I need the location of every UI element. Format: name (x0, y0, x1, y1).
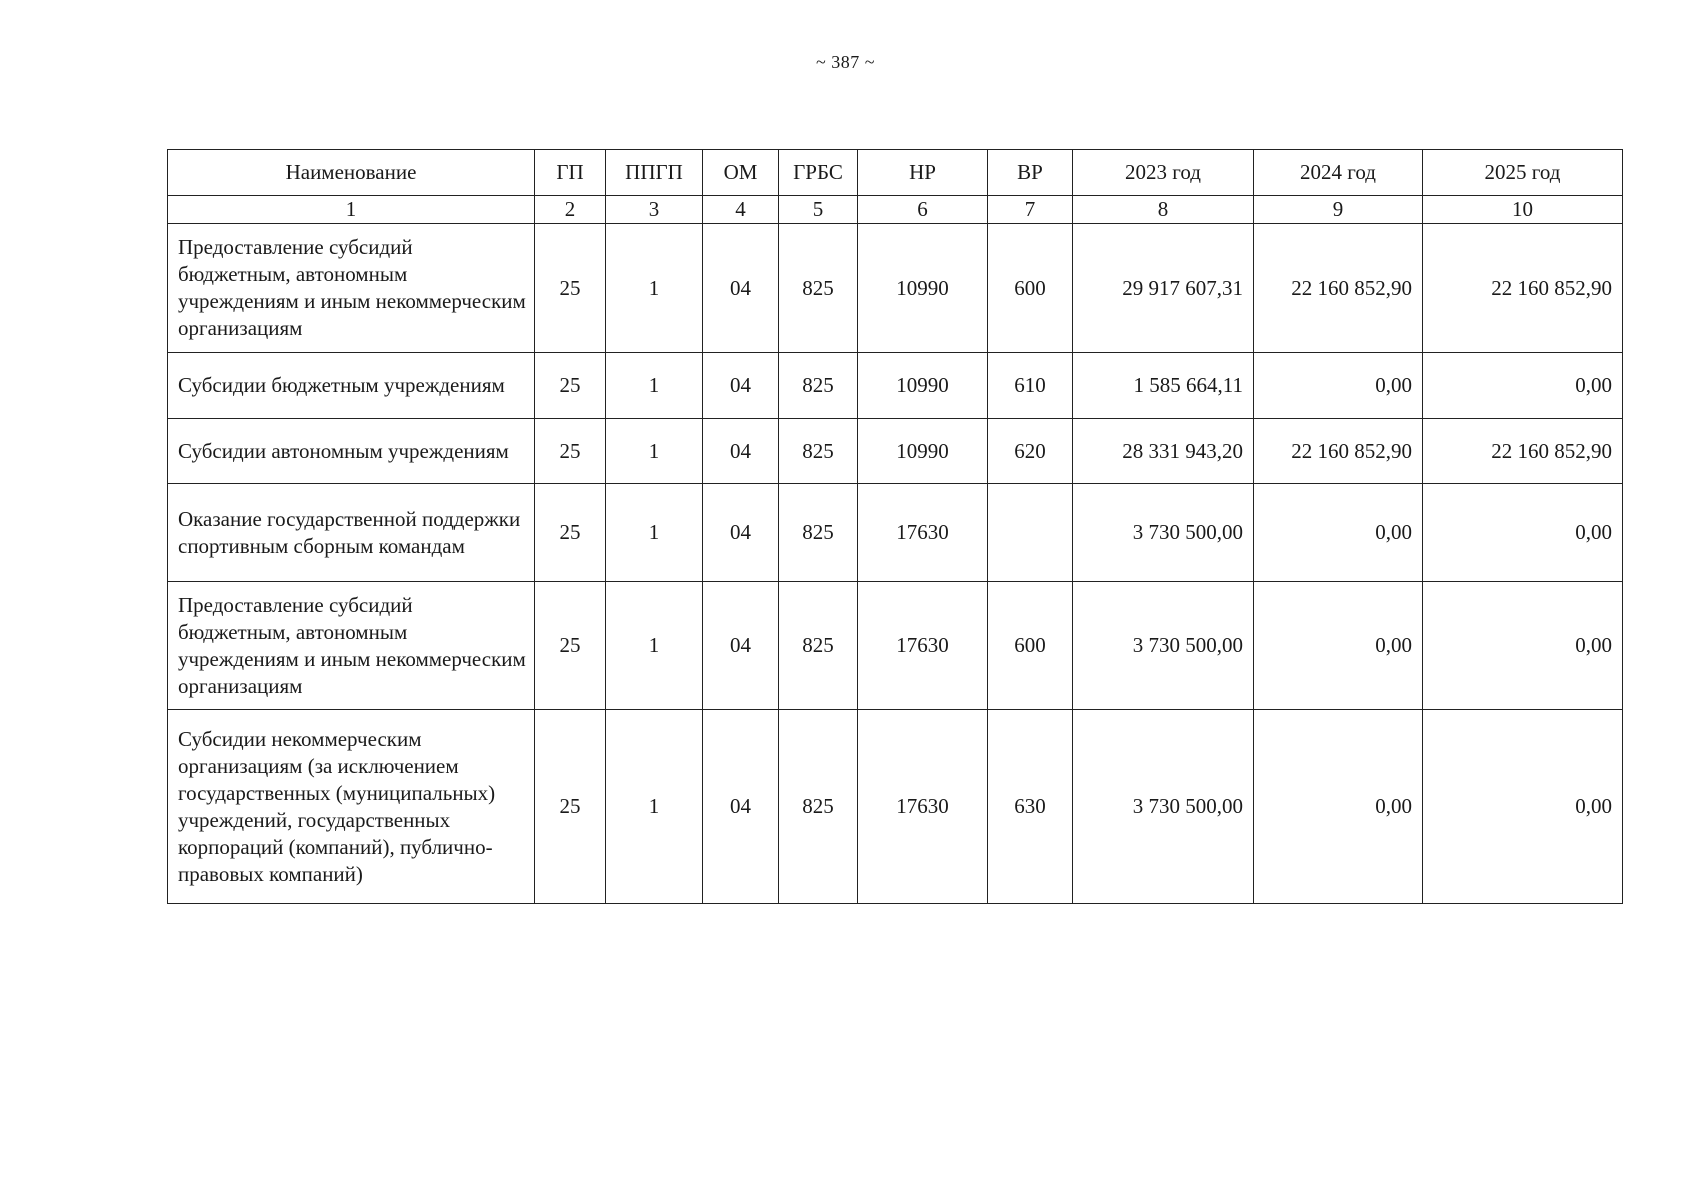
header-ppgp: ППГП (606, 150, 703, 196)
row-ppgp: 1 (606, 419, 703, 484)
column-number: 4 (703, 196, 779, 224)
row-gp: 25 (535, 224, 606, 353)
row-om: 04 (703, 353, 779, 419)
row-2024: 0,00 (1254, 484, 1423, 582)
header-2025: 2025 год (1423, 150, 1623, 196)
table-row (168, 710, 1623, 904)
row-gp: 25 (535, 353, 606, 419)
row-gp: 25 (535, 710, 606, 904)
row-om: 04 (703, 484, 779, 582)
row-2023: 28 331 943,20 (1073, 419, 1254, 484)
table-row (168, 484, 1623, 582)
row-2025: 0,00 (1423, 353, 1623, 419)
header-nr: НР (858, 150, 988, 196)
row-2025: 0,00 (1423, 582, 1623, 710)
column-number: 7 (988, 196, 1073, 224)
table-row (168, 419, 1623, 484)
header-2023: 2023 год (1073, 150, 1254, 196)
row-grbs: 825 (779, 710, 858, 904)
budget-table (167, 149, 1623, 904)
row-name: Субсидии некоммерческим организациям (за исключением государственных (муниципальных) учреждений, государственных корпораций (компаний), публично-правовых компаний) (168, 710, 535, 904)
row-ppgp: 1 (606, 710, 703, 904)
row-2023: 3 730 500,00 (1073, 582, 1254, 710)
header-vr: ВР (988, 150, 1073, 196)
row-ppgp: 1 (606, 582, 703, 710)
row-2025: 22 160 852,90 (1423, 224, 1623, 353)
row-name: Субсидии бюджетным учреждениям (168, 353, 535, 419)
row-grbs: 825 (779, 419, 858, 484)
row-vr (988, 484, 1073, 582)
row-om: 04 (703, 224, 779, 353)
row-ppgp: 1 (606, 484, 703, 582)
header-row (168, 150, 1623, 196)
row-name: Субсидии автономным учреждениям (168, 419, 535, 484)
row-nr: 10990 (858, 419, 988, 484)
row-vr: 610 (988, 353, 1073, 419)
row-nr: 10990 (858, 224, 988, 353)
header-grbs: ГРБС (779, 150, 858, 196)
row-name: Предоставление субсидий бюджетным, автономным учреждениям и иным некоммерческим организациям (168, 224, 535, 353)
row-om: 04 (703, 710, 779, 904)
row-vr: 600 (988, 582, 1073, 710)
header-name: Наименование (168, 150, 535, 196)
row-vr: 620 (988, 419, 1073, 484)
row-grbs: 825 (779, 353, 858, 419)
row-vr: 630 (988, 710, 1073, 904)
row-ppgp: 1 (606, 353, 703, 419)
column-number: 6 (858, 196, 988, 224)
row-om: 04 (703, 419, 779, 484)
row-grbs: 825 (779, 224, 858, 353)
row-vr: 600 (988, 224, 1073, 353)
row-2023: 3 730 500,00 (1073, 484, 1254, 582)
row-om: 04 (703, 582, 779, 710)
row-2025: 22 160 852,90 (1423, 419, 1623, 484)
table-row (168, 582, 1623, 710)
row-grbs: 825 (779, 484, 858, 582)
table-row (168, 224, 1623, 353)
row-2024: 22 160 852,90 (1254, 419, 1423, 484)
row-2025: 0,00 (1423, 484, 1623, 582)
row-2023: 29 917 607,31 (1073, 224, 1254, 353)
header-2024: 2024 год (1254, 150, 1423, 196)
header-gp: ГП (535, 150, 606, 196)
page-number: ~ 387 ~ (816, 52, 875, 72)
row-2023: 1 585 664,11 (1073, 353, 1254, 419)
row-name: Оказание государственной поддержки спортивным сборным командам (168, 484, 535, 582)
row-2023: 3 730 500,00 (1073, 710, 1254, 904)
row-2024: 0,00 (1254, 353, 1423, 419)
table-row (168, 353, 1623, 419)
column-number-row (168, 196, 1623, 224)
column-number: 10 (1423, 196, 1623, 224)
row-2024: 0,00 (1254, 582, 1423, 710)
column-number: 3 (606, 196, 703, 224)
column-number: 2 (535, 196, 606, 224)
column-number: 1 (168, 196, 535, 224)
row-grbs: 825 (779, 582, 858, 710)
row-nr: 17630 (858, 582, 988, 710)
row-2024: 22 160 852,90 (1254, 224, 1423, 353)
row-gp: 25 (535, 582, 606, 710)
column-number: 8 (1073, 196, 1254, 224)
row-ppgp: 1 (606, 224, 703, 353)
column-number: 5 (779, 196, 858, 224)
row-2025: 0,00 (1423, 710, 1623, 904)
row-2024: 0,00 (1254, 710, 1423, 904)
row-gp: 25 (535, 484, 606, 582)
row-nr: 17630 (858, 484, 988, 582)
row-name: Предоставление субсидий бюджетным, автономным учреждениям и иным некоммерческим организациям (168, 582, 535, 710)
row-nr: 10990 (858, 353, 988, 419)
column-number: 9 (1254, 196, 1423, 224)
row-gp: 25 (535, 419, 606, 484)
row-nr: 17630 (858, 710, 988, 904)
header-om: ОМ (703, 150, 779, 196)
